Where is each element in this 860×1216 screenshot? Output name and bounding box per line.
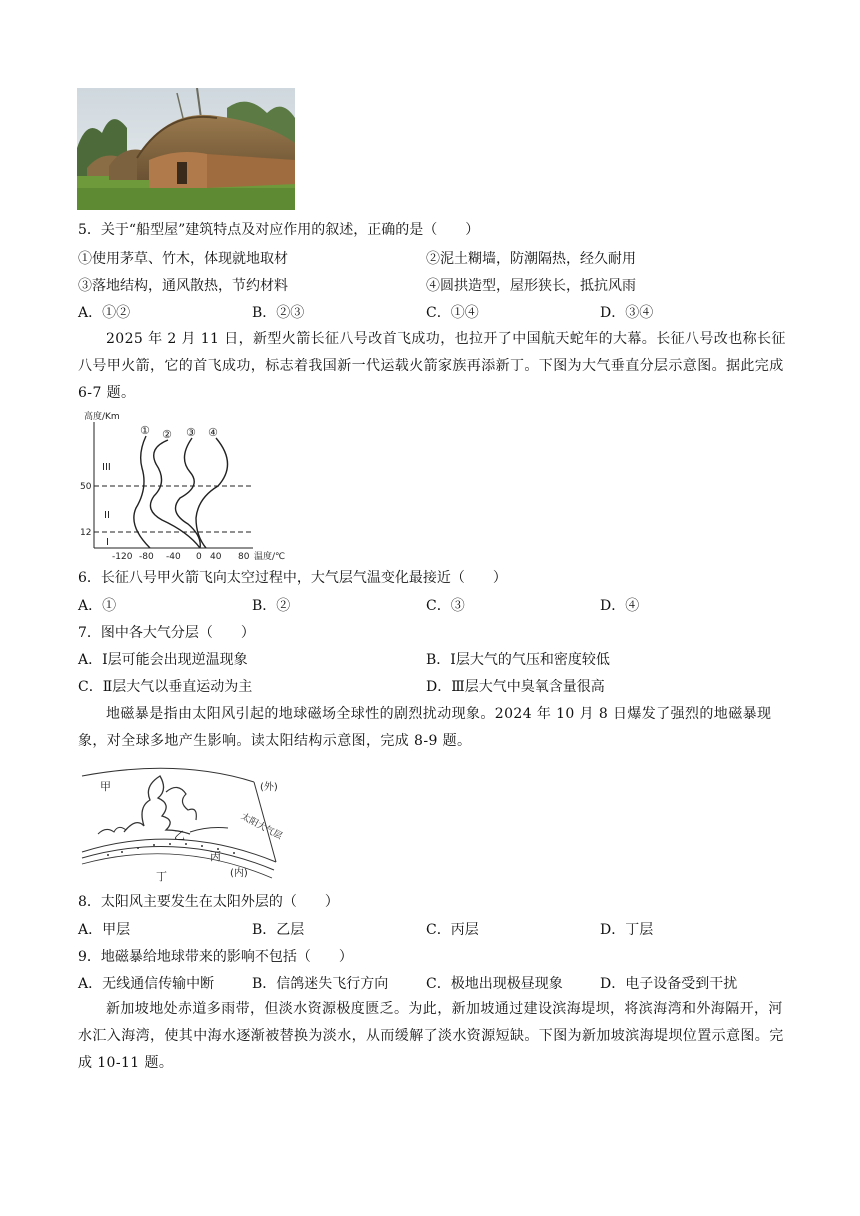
intro-questions-10-11: 新加坡地处赤道多雨带，但淡水资源极度匮乏。为此，新加坡通过建设滨海堤坝，将滨海湾和外海隔开，河水汇入海湾，使其中海水逐渐被替换为淡水，从而缓解了淡水资源短缺。下图为新加坡滨海堤坝位置示意图。完成 10-11 题。 (78, 1001, 784, 1071)
curve-1 (134, 436, 150, 548)
question-8-stem: 8．太阳风主要发生在太阳外层的（ ） (78, 894, 339, 910)
x-tick-neg40: -40 (166, 552, 181, 562)
question-5-stem: 5．关于“船型屋”建筑特点及对应作用的叙述，正确的是（ ） (78, 222, 480, 238)
intro-questions-8-9: 地磁暴是指由太阳风引起的地球磁场全球性的剧烈扰动现象。2024 年 10 月 8 日爆发了强烈的地磁暴现象，对全球多地产生影响。读太阳结构示意图，完成 8-9 题。 (78, 706, 772, 749)
q5-item-1: ①使用茅草、竹木，体现就地取材 (78, 251, 288, 267)
sun-structure-diagram (78, 762, 300, 884)
y-tick-50: 50 (80, 482, 92, 492)
curve-label-1: ① (140, 424, 150, 437)
x-tick-neg80: -80 (139, 552, 154, 562)
q5-item-3: ③落地结构，通风散热，节约材料 (78, 278, 288, 294)
intro-questions-6-7: 2025 年 2 月 11 日，新型火箭长征八号改首飞成功，也拉开了中国航天蛇年的大幕。长征八号改也称长征八号甲火箭，它的首飞成功，标志着我国新一代运载火箭家族再添新丁。下图为大气垂直分层示意图。据此完成 6-7 题。 (78, 331, 786, 401)
q6-option-d: D．④ (600, 598, 640, 614)
x-tick-40: 40 (210, 552, 222, 562)
layer-label-iii: III (102, 462, 111, 473)
y-axis-title: 高度/Km (84, 412, 120, 422)
q9-option-b: B．信鸽迷失飞行方向 (252, 976, 389, 992)
y-tick-12: 12 (80, 528, 92, 538)
q6-option-b: B．② (252, 598, 291, 614)
q5-option-c: C．①④ (426, 305, 479, 321)
boat-house-photo (77, 88, 295, 210)
q7-option-b: B．Ⅰ层大气的气压和密度较低 (426, 652, 610, 668)
q5-item-2: ②泥土糊墙，防潮隔热，经久耐用 (426, 251, 636, 267)
layer-label-i: I (106, 537, 109, 548)
label-ding: 丁 (156, 870, 167, 883)
curve-label-3: ③ (186, 426, 196, 439)
curve-label-4: ④ (208, 426, 218, 439)
label-bing: 丙 (210, 850, 221, 863)
curve-3 (176, 438, 201, 548)
q5-item-4: ④圆拱造型，屋形狭长，抵抗风雨 (426, 278, 636, 294)
atmosphere-layer-diagram (78, 408, 300, 562)
label-outer: (外) (260, 782, 278, 793)
q9-option-c: C．极地出现极昼现象 (426, 976, 563, 992)
q5-option-b: B．②③ (252, 305, 305, 321)
layer-label-ii: II (104, 510, 110, 521)
x-tick-0: 0 (196, 552, 202, 562)
q8-option-a: A．甲层 (78, 922, 131, 938)
q8-option-d: D．丁层 (600, 922, 654, 938)
q7-option-a: A．Ⅰ层可能会出现逆温现象 (78, 652, 248, 668)
q6-option-a: A．① (78, 598, 117, 614)
question-6-stem: 6．长征八号甲火箭飞向太空过程中，大气层气温变化最接近（ ） (78, 570, 507, 586)
q7-option-c: C．Ⅱ层大气以垂直运动为主 (78, 679, 253, 695)
q8-option-c: C．丙层 (426, 922, 479, 938)
q5-option-a: A．①② (78, 305, 131, 321)
q9-option-d: D．电子设备受到干扰 (600, 976, 738, 992)
question-9-stem: 9．地磁暴给地球带来的影响不包括（ ） (78, 949, 353, 965)
question-7-stem: 7．图中各大气分层（ ） (78, 625, 255, 641)
q9-option-a: A．无线通信传输中断 (78, 976, 215, 992)
x-tick-80: 80 (238, 552, 250, 562)
q7-option-d: D．Ⅲ层大气中臭氧含量很高 (426, 679, 605, 695)
x-axis-title: 温度/℃ (254, 552, 286, 562)
q5-option-d: D．③④ (600, 305, 654, 321)
label-yi: 乙 (174, 829, 185, 842)
q6-option-c: C．③ (426, 598, 465, 614)
label-inner: (内) (230, 868, 248, 879)
x-tick-neg120: -120 (112, 552, 133, 562)
label-solar-atmosphere: 太阳大气层 (239, 811, 284, 842)
q8-option-b: B．乙层 (252, 922, 305, 938)
curve-label-2: ② (162, 428, 172, 441)
label-jia: 甲 (100, 780, 111, 793)
